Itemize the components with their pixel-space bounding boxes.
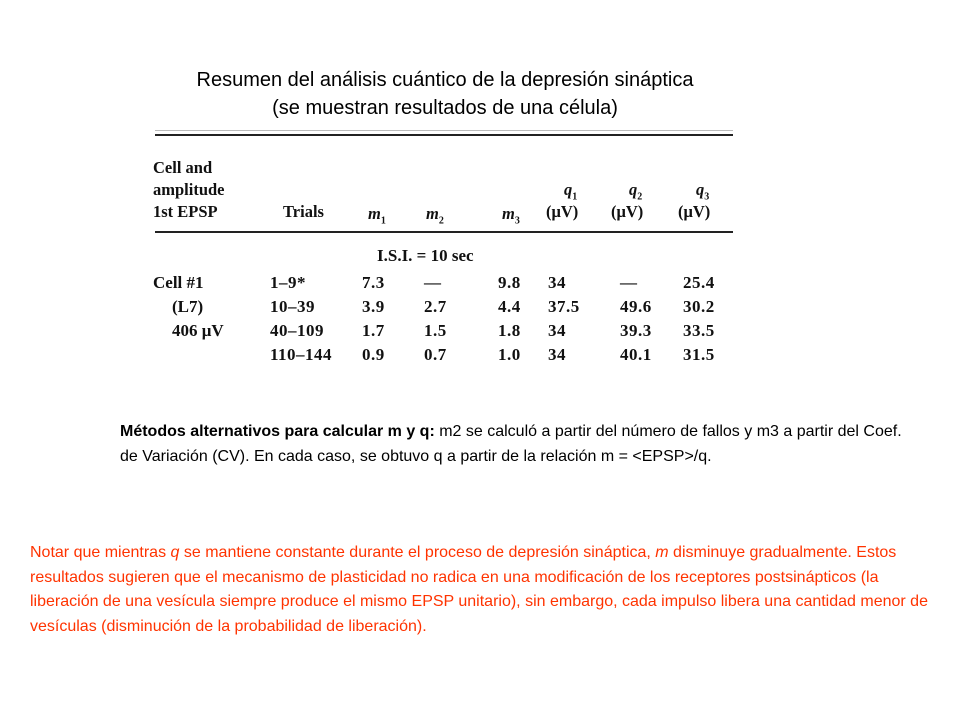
table-row-1-q3: 25.4 [683, 273, 715, 292]
cell-label-line2: (L7) [172, 297, 204, 316]
header-q2-unit: (μV) [611, 202, 644, 221]
note-part-1: Notar que mientras [30, 544, 171, 561]
header-q1: $q_1$ [564, 180, 578, 203]
table-row-4-q1: 34 [548, 345, 566, 364]
table-row-2-q2: 49.6 [620, 297, 652, 316]
table-row-2-m2: 2.7 [424, 297, 447, 316]
cell-label-line1: Cell #1 [153, 273, 204, 292]
note-part-2: se mantiene constante durante el proceso de depresión sináptica, [179, 544, 656, 561]
table-row-4-q3: 31.5 [683, 345, 715, 364]
table-row-3-q2: 39.3 [620, 321, 652, 340]
header-m1: $m_1$ [368, 204, 386, 227]
table-row-4-q2: 40.1 [620, 345, 652, 364]
table-row-2-m1: 3.9 [362, 297, 385, 316]
header-m2: $m_2$ [426, 204, 444, 227]
header-cell-line1: Cell and [153, 158, 213, 177]
table-row-2-q1: 37.5 [548, 297, 580, 316]
table-row-3-trials: 40–109 [270, 321, 324, 340]
table-row-2-m3: 4.4 [498, 297, 521, 316]
header-q3: $q_3$ [696, 180, 710, 203]
header-q3-unit: (μV) [678, 202, 711, 221]
table-row-4-m2: 0.7 [424, 345, 447, 364]
table-row-3-m3: 1.8 [498, 321, 521, 340]
table-row-3-m1: 1.7 [362, 321, 385, 340]
table-row-2-trials: 10–39 [270, 297, 315, 316]
header-m3: $m_3$ [502, 204, 520, 227]
isi-label: I.S.I. = 10 sec [377, 246, 474, 265]
table-row-1-m2: — [424, 273, 442, 292]
table-row-3-q3: 33.5 [683, 321, 715, 340]
table-row-1-m1: 7.3 [362, 273, 385, 292]
scanned-table [150, 128, 740, 368]
table-top-rule [155, 134, 733, 136]
note-part-3: disminuye gradualmente. Estos resultados sugieren que el mecanismo de plasticidad no radica en una modificación de los receptores postsinápticos (la liberación de una vesícula siempre produce el mismo EPSP unitario), sin embargo, cada impulso libera una cantidad menor de vesículas (disminución de la probabilidad de liberación). [30, 544, 928, 635]
header-q2: $q_2$ [629, 180, 643, 203]
methods-paragraph [120, 419, 910, 469]
title-line-2: (se muestran resultados de una célula) [272, 97, 618, 119]
note-m: m [655, 544, 669, 561]
header-trials: Trials [283, 202, 324, 221]
table-row-1-trials: 1–9* [270, 273, 306, 292]
table-row-4-trials: 110–144 [270, 345, 333, 364]
header-cell-line3: 1st EPSP [153, 202, 218, 221]
methods-text: m2 se calculó a partir del número de fallos y m3 a partir del Coef. de Variación (CV). En cada caso, se obtuvo q a partir de la relación m = <EPSP>/q. [120, 423, 902, 465]
note-paragraph [30, 541, 940, 639]
slide-title [0, 66, 890, 122]
cell-label-line3: 406 μV [172, 321, 224, 340]
header-cell-line2: amplitude [153, 180, 225, 199]
table-row-1-q1: 34 [548, 273, 566, 292]
table-row-2-q3: 30.2 [683, 297, 715, 316]
title-line-1: Resumen del análisis cuántico de la depresión sináptica [196, 69, 694, 91]
table-faint-rule [155, 130, 733, 131]
header-q1-unit: (μV) [546, 202, 579, 221]
table-header-rule [155, 231, 733, 233]
table-row-1-m3: 9.8 [498, 273, 521, 292]
table-row-1-q2: — [620, 273, 638, 292]
methods-heading: Métodos alternativos para calcular m y q: [120, 423, 435, 440]
table-row-4-m3: 1.0 [498, 345, 521, 364]
note-q: q [170, 544, 180, 561]
table-row-3-m2: 1.5 [424, 321, 447, 340]
table-row-4-m1: 0.9 [362, 345, 385, 364]
table-row-3-q1: 34 [548, 321, 566, 340]
